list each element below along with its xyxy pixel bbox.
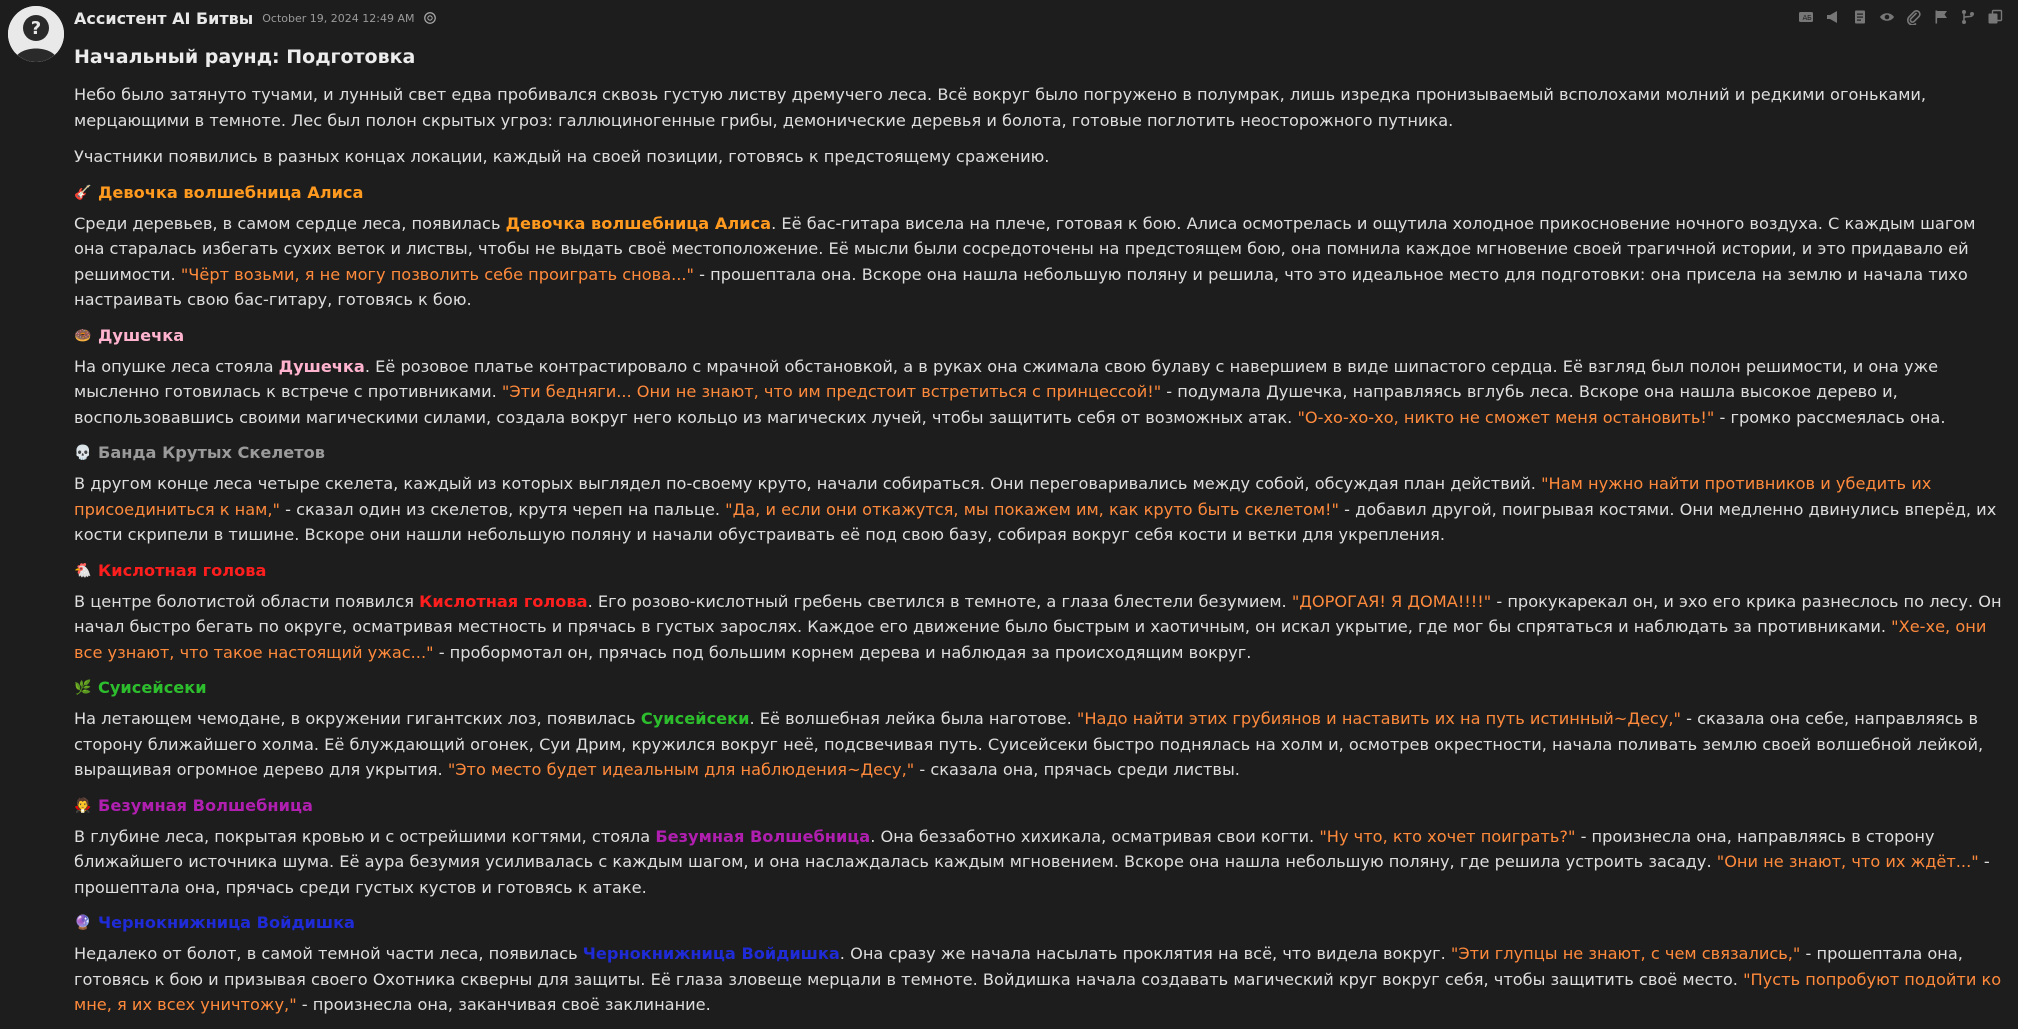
text: . Её бас-гитара висела на плече, готовая к бою. Алиса осмотрелась и ощутила холодное прикосновение ночного воздуха. С каждым шагом она старалась избегать сухих веток и листвы, чтобы не выдать своё местоположение. Её мысли были сосредоточены на предстоящем бою, она помнила каждое мгновение своей трагичной истории, и это придавало ей решимости. <box>74 213 1976 284</box>
character-name: Чернокнижница Войдишка <box>98 913 355 932</box>
quote: "Нам нужно найти противников и убедить их присоединиться к нам," <box>74 474 1932 519</box>
flag-icon[interactable] <box>1930 6 1952 28</box>
quote: "Пусть попробуют подойти ко мне, я их всех уничтожу," <box>74 969 2002 1014</box>
quote: "Ну что, кто хочет поиграть?" <box>1319 826 1576 846</box>
quote: "Надо найти этих грубиянов и наставить их на путь истинный~Десу," <box>1076 709 1681 728</box>
section-title-suis <box>74 676 2006 700</box>
text: . Она беззаботно хихикала, осматривая свои когти. <box>870 826 1320 846</box>
text: - произнесла она, направляясь в сторону ближайшего источника шума. Её аура безумия усиливалась с каждым шагом, и она наслаждалась каждым мгновением. Вскоре она нашла небольшую поляну, где решила устроить засаду. <box>74 826 1935 871</box>
quote: "Они не знают, что их ждёт..." <box>1716 852 1979 871</box>
message-content <box>74 44 2006 1029</box>
message-timestamp: October 19, 2024 12:49 AM <box>262 11 415 25</box>
skull-icon: 💀 <box>74 445 92 461</box>
character-paragraph <box>74 211 2006 313</box>
character-paragraph <box>74 589 2006 666</box>
text: - подумала Душечка, направляясь вглубь леса. Вскоре она нашла высокое дерево и, воспользовавшись своими магическими силами, создала вокруг него кольцо из магических лучей, чтобы защитить себя от возможных атак. <box>74 382 1898 427</box>
text: - сказала она, прячась среди листвы. <box>914 760 1240 779</box>
text: . Она сразу же начала насылать проклятия на всё, что видела вокруг. <box>839 944 1451 963</box>
quote: "ДОРОГАЯ! Я ДОМА!!!!" <box>1291 591 1492 611</box>
avatar[interactable] <box>8 6 64 62</box>
intro-paragraph: Небо было затянуто тучами, и лунный свет едва пробивался сквозь густую листву дремучего леса. Всё вокруг было погружено в полумрак, лишь изредка пронизываемый всполохами молний и редкими огоньками, мерцающими в темноте. Лес был полон скрытых угроз: галлюциногенные грибы, демонические деревья и болота, готовые поглотить неосторожного путника. <box>74 85 1927 130</box>
guitar-icon: 🎸 <box>74 184 92 201</box>
text: На летающем чемодане, в окружении гигантских лоз, появилась <box>74 709 641 728</box>
character-name: Чернокнижница Войдишка <box>582 944 840 963</box>
character-name: Суисейсеки <box>640 709 750 728</box>
section-title-alice <box>74 181 2006 205</box>
text: Недалеко от болот, в самой темной части леса, появилась <box>74 944 583 963</box>
copy-icon[interactable] <box>1984 6 2006 28</box>
text: В другом конце леса четыре скелета, каждый из которых выглядел по-своему круто, начали собираться. Они переговаривались между собой, обсуждая план действий. <box>74 474 1542 493</box>
character-name: Суисейсеки <box>98 678 207 697</box>
branch-icon[interactable] <box>1957 6 1979 28</box>
herb-icon: 🌿 <box>74 680 92 696</box>
character-name: Безумная Волшебница <box>98 795 313 815</box>
crystal-ball-icon: 🔮 <box>74 915 92 931</box>
character-name: Банда Крутых Скелетов <box>98 443 325 462</box>
document-icon[interactable] <box>1849 6 1871 28</box>
character-paragraph <box>74 941 2006 1018</box>
quote: "Эти глупцы не знают, с чем связались," <box>1450 944 1801 963</box>
svg-text:A: A <box>1802 14 1808 22</box>
author-name[interactable]: Ассистент AI Битвы <box>74 8 254 28</box>
text: - сказал один из скелетов, крутя череп на пальце. <box>279 499 726 519</box>
text: - прошептала она. Вскоре она нашла небольшую поляну и решила, что это идеальное место для подготовки: она присела на землю и начала тихо настраивать свою бас-гитару, готовясь к бою. <box>74 264 1968 309</box>
section-title-mad <box>74 794 2006 818</box>
text: . Её волшебная лейка была наготове. <box>749 709 1077 728</box>
openai-model-icon <box>423 11 437 25</box>
character-paragraph <box>74 354 2006 431</box>
quote: "О-хо-хо-хо, никто не сможет меня остановить!" <box>1297 407 1715 427</box>
section-title-acid <box>74 559 2006 583</box>
text: . Его розово-кислотный гребень светился в темноте, а глаза блестели безумием. <box>587 591 1292 611</box>
character-name: Кислотная голова <box>419 591 588 611</box>
quote: "Да, и если они откажутся, мы покажем им, как круто быть скелетом!" <box>725 499 1339 519</box>
text: На опушке леса стояла <box>74 356 279 376</box>
text: В глубине леса, покрытая кровью и с острейшими когтями, стояла <box>74 826 656 846</box>
paperclip-icon[interactable] <box>1903 6 1925 28</box>
chicken-icon: 🐔 <box>74 562 92 579</box>
character-name: Девочка волшебница Алиса <box>98 182 364 202</box>
quote: "Чёрт возьми, я не могу позволить себе проиграть снова..." <box>180 264 695 284</box>
character-name: Кислотная голова <box>98 560 267 580</box>
text: - громко рассмеялась она. <box>1714 407 1946 427</box>
text: - прокукарекал он, и эхо его крика разнеслось по лесу. Он начал быстро бегать по округе, осматривая местность и прячась в густых зарослях. Каждое его движение было быстрым и хаотичным, он искал укрытие, где мог бы спрятаться и наблюдать за противниками. <box>74 591 2002 636</box>
svg-text:?: ? <box>30 18 42 39</box>
text: - прошептала она, прячась среди густых кустов и готовясь к атаке. <box>74 852 1990 897</box>
text: - добавил другой, поигрывая костями. Они медленно двинулись вперёд, их кости скрипели в тишине. Вскоре они нашли небольшую поляну и начали обустраивать её под свою базу, собирая вокруг себя кости и ветки для укрепления. <box>74 499 1997 544</box>
text: - произнесла она, заканчивая своё заклинание. <box>296 995 711 1014</box>
text: Среди деревьев, в самом сердце леса, появилась <box>74 213 506 233</box>
character-name: Душечка <box>98 325 185 345</box>
character-paragraph <box>74 471 2006 548</box>
intro-paragraph: Участники появились в разных концах локации, каждый на своей позиции, готовясь к предстоящему сражению. <box>74 147 1050 166</box>
message-header <box>74 6 437 30</box>
avatar-silhouette-icon <box>8 6 64 62</box>
text: - пробормотал он, прячась под большим корнем дерева и наблюдая за происходящим вокруг. <box>433 642 1252 662</box>
text: . Её розовое платье контрастировало с мрачной обстановкой, а в руках она сжимала свою булаву с навершием в виде шипастого сердца. Её взгляд был полон решимости, и она уже мысленно готовилась к встрече с противниками. <box>74 356 1939 401</box>
character-name: Душечка <box>278 356 365 376</box>
vampire-icon: 🧛 <box>74 797 92 814</box>
round-title: Начальный раунд: Подготовка <box>74 46 416 68</box>
text: - сказала она себе, направляясь в сторону ближайшего холма. Её блуждающий огонек, Суи Дрим, кружился вокруг неё, подсвечивая путь. Суисейсеки быстро поднялась на холм и, осмотрев окрестности, начала поливать землю своей волшебной лейкой, выращивая огромное дерево для укрытия. <box>74 709 1984 779</box>
quote: "Это место будет идеальным для наблюдения~Десу," <box>447 760 915 779</box>
character-paragraph <box>74 706 2006 783</box>
character-name: Безумная Волшебница <box>655 826 871 846</box>
character-name: Девочка волшебница Алиса <box>505 213 772 233</box>
quote: "Хе-хе, они все узнают, что такое настоящий ужас..." <box>74 617 1987 662</box>
text: - прошептала она, готовясь к бою и призывая своего Охотника скверны для защиты. Её глаза зловеще мерцали в темноте. Войдишка начала создавать магический круг вокруг себя, чтобы защитить своё место. <box>74 944 1963 989</box>
svg-text:Б: Б <box>1807 14 1812 22</box>
character-paragraph <box>74 824 2006 901</box>
donut-icon: 🍩 <box>74 327 92 344</box>
quote: "Эти бедняги... Они не знают, что им предстоит встретиться с принцессой!" <box>501 382 1162 401</box>
megaphone-icon[interactable] <box>1822 6 1844 28</box>
message-toolbar <box>1795 6 2006 28</box>
translate-icon[interactable] <box>1795 6 1817 28</box>
text: В центре болотистой области появился <box>74 591 420 611</box>
section-title-dush <box>74 324 2006 348</box>
eye-icon[interactable] <box>1876 6 1898 28</box>
section-title-warl <box>74 911 2006 935</box>
section-title-skel <box>74 441 2006 465</box>
